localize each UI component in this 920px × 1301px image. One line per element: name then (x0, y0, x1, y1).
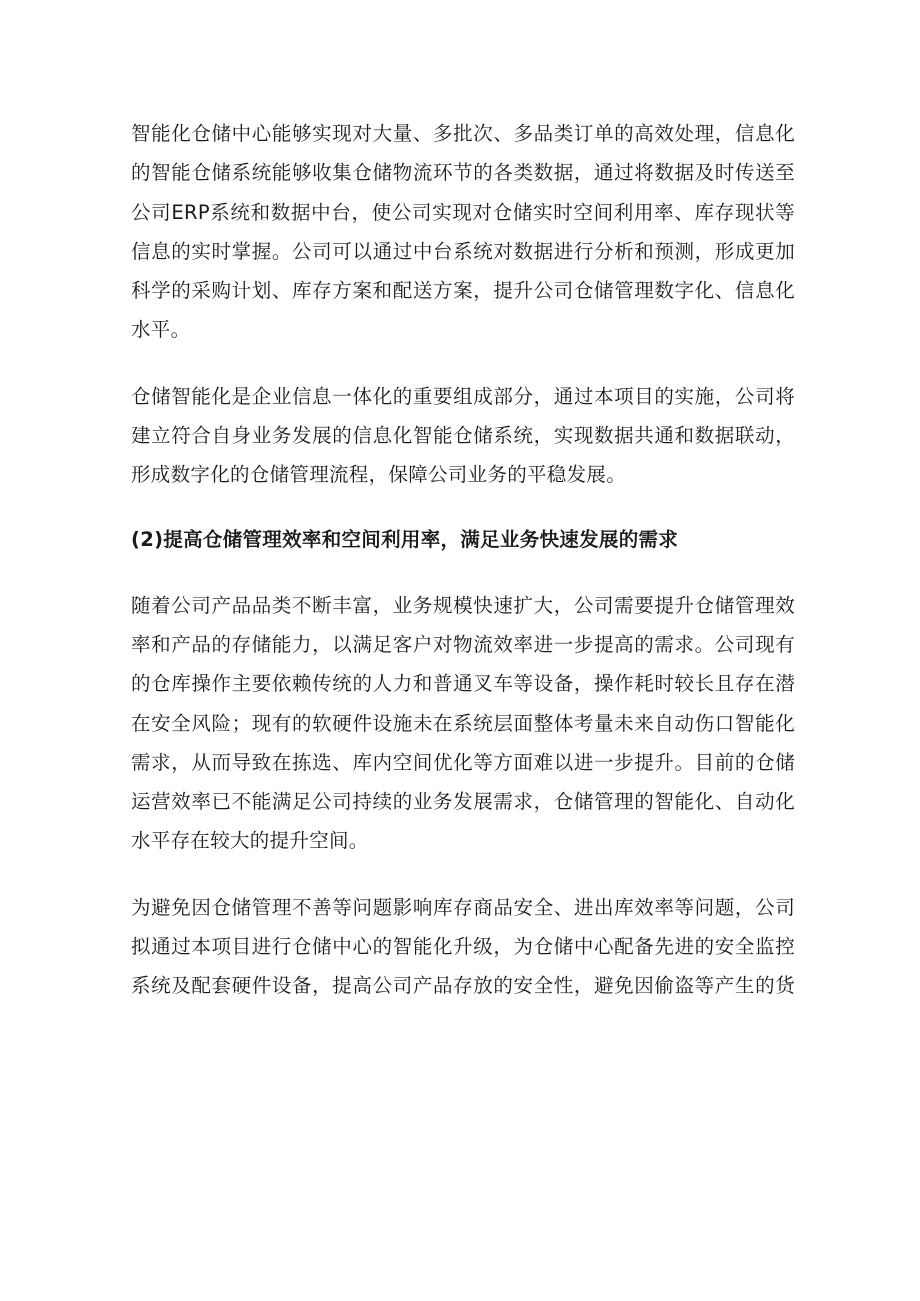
text-line: 形成数字化的仓储管理流程，保障公司业务的平稳发展。 (131, 463, 627, 487)
text-line: 运营效率已不能满足公司持续的业务发展需求，仓储管理的智能化、自动化 (131, 790, 795, 814)
text-line: 拟通过本项目进行仓储中心的智能化升级，为仓储中心配备先进的安全监控 (131, 935, 795, 959)
text-line: 率和产品的存储能力，以满足客户对物流效率进一步提高的需求。公司现有 (131, 632, 795, 656)
text-line: 仓储智能化是企业信息一体化的重要组成部分，通过本项目的实施，公司将 (131, 384, 795, 408)
text-line: 水平。 (131, 318, 191, 342)
text-line: 信息的实时掌握。公司可以通过中台系统对数据进行分析和预测，形成更加 (131, 239, 795, 263)
text-line: 在安全风险；现有的软硬件设施未在系统层面整体考量未来自动伤口智能化 (131, 711, 795, 735)
text-line: 为避免因仓储管理不善等问题影响库存商品安全、进出库效率等问题，公司 (131, 895, 795, 919)
text-line: 需求，从而导致在拣选、库内空间优化等方面难以进一步提升。目前的仓储 (131, 750, 795, 774)
paragraph-smart-warehouse-data (131, 114, 795, 350)
text-line: 的仓库操作主要依赖传统的人力和普通叉车等设备，操作耗时较长且存在潜 (131, 672, 795, 696)
paragraph-efficiency-needs (131, 586, 795, 861)
text-line: 科学的采购计划、库存方案和配送方案，提升公司仓储管理数字化、信息化 (131, 279, 795, 303)
text-line: 系统及配套硬件设备，提高公司产品存放的安全性，避免因偷盗等产生的货 (131, 974, 795, 998)
text-line: 公司ERP系统和数据中台，使公司实现对仓储实时空间利用率、库存现状等 (131, 200, 795, 224)
document-body (131, 114, 795, 1006)
text-line: 的智能仓储系统能够收集仓储物流环节的各类数据，通过将数据及时传送至 (131, 161, 795, 185)
text-line: 随着公司产品品类不断丰富，业务规模快速扩大，公司需要提升仓储管理效 (131, 593, 795, 617)
text-line: 智能化仓储中心能够实现对大量、多批次、多品类订单的高效处理，信息化 (131, 122, 795, 145)
text-line: 建立符合自身业务发展的信息化智能仓储系统，实现数据共通和数据联动， (131, 424, 795, 448)
text-line: 水平存在较大的提升空间。 (131, 829, 369, 853)
paragraph-security-upgrade (131, 888, 795, 1006)
section-heading: (2)提高仓储管理效率和空间利用率，满足业务快速发展的需求 (131, 527, 679, 551)
paragraph-warehouse-integration (131, 377, 795, 495)
